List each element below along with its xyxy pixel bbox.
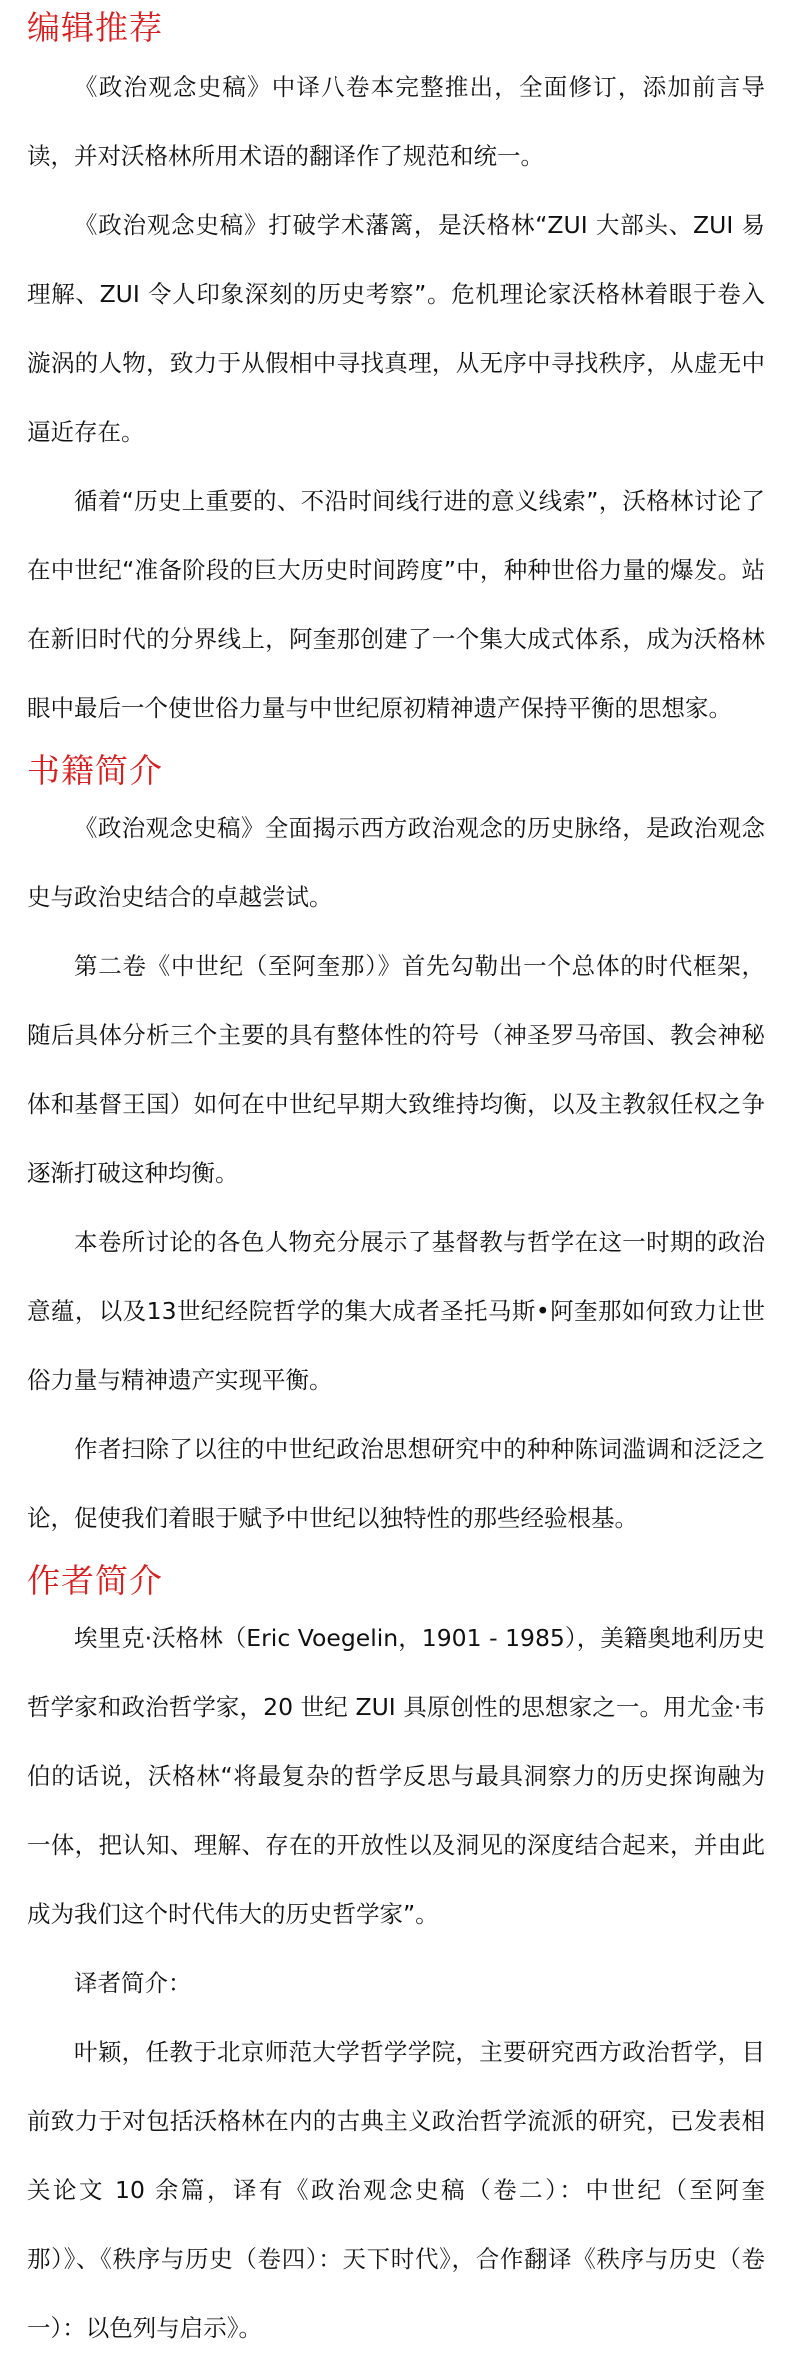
- paragraph: 《政治观念史稿》中译八卷本完整推出，全面修订，添加前言导读，并对沃格林所用术语的翻译作了规范和统一。: [27, 73, 765, 170]
- paragraph: 埃里克·沃格林（Eric Voegelin，1901 - 1985），美籍奥地利历史哲学家和政治哲学家，20 世纪 ZUI 具原创性的思想家之一。用尤金·韦伯的话说，沃格林“将最复杂的哲学反思与最具洞察力的历史探询融为一体，把认知、理解、存在的开放性以及洞见的深度结合起来，并由此成为我们这个时代伟大的历史哲学家”。: [27, 1624, 765, 1928]
- book-introduction-section: [27, 751, 765, 1553]
- paragraph: 本卷所讨论的各色人物充分展示了基督教与哲学在这一时期的政治意蕴，以及13世纪经院哲学的集大成者圣托马斯•阿奎那如何致力让世俗力量与精神遗产实现平衡。: [27, 1228, 765, 1394]
- translator-label: 译者简介：: [74, 1969, 192, 1997]
- author-introduction-section: [27, 1561, 765, 2363]
- editor-recommendation-section: [27, 8, 765, 743]
- paragraph: 叶颖，任教于北京师范大学哲学学院，主要研究西方政治哲学，目前致力于对包括沃格林在内的古典主义政治哲学流派的研究，已发表相关论文 10 余篇，译有《政治观念史稿（卷二）：中世纪（至阿奎那）》、《秩序与历史（卷四）：天下时代》，合作翻译《秩序与历史（卷一）：以色列与启示》。: [27, 2038, 765, 2342]
- section-title-book-introduction: 书籍简介: [27, 751, 163, 790]
- section-title-editor-recommendation: 编辑推荐: [27, 8, 163, 47]
- paragraph: 循着“历史上重要的、不沿时间线行进的意义线索”，沃格林讨论了在中世纪“准备阶段的巨大历史时间跨度”中，种种世俗力量的爆发。站在新旧时代的分界线上，阿奎那创建了一个集大成式体系，成为沃格林眼中最后一个使世俗力量与中世纪原初精神遗产保持平衡的思想家。: [27, 487, 765, 722]
- paragraph: 《政治观念史稿》打破学术藩篱，是沃格林“ZUI 大部头、ZUI 易理解、ZUI 令人印象深刻的历史考察”。危机理论家沃格林着眼于卷入漩涡的人物，致力于从假相中寻找真理，从无序中寻找秩序，从虚无中逼近存在。: [27, 211, 765, 446]
- paragraph: 《政治观念史稿》全面揭示西方政治观念的历史脉络，是政治观念史与政治史结合的卓越尝试。: [27, 814, 765, 911]
- section-title-author-introduction: 作者简介: [27, 1561, 163, 1600]
- paragraph: 第二卷《中世纪（至阿奎那）》首先勾勒出一个总体的时代框架，随后具体分析三个主要的具有整体性的符号（神圣罗马帝国、教会神秘体和基督王国）如何在中世纪早期大致维持均衡，以及主教叙任权之争逐渐打破这种均衡。: [27, 952, 765, 1187]
- paragraph: 作者扫除了以往的中世纪政治思想研究中的种种陈词滥调和泛泛之论，促使我们着眼于赋予中世纪以独特性的那些经验根基。: [27, 1435, 765, 1532]
